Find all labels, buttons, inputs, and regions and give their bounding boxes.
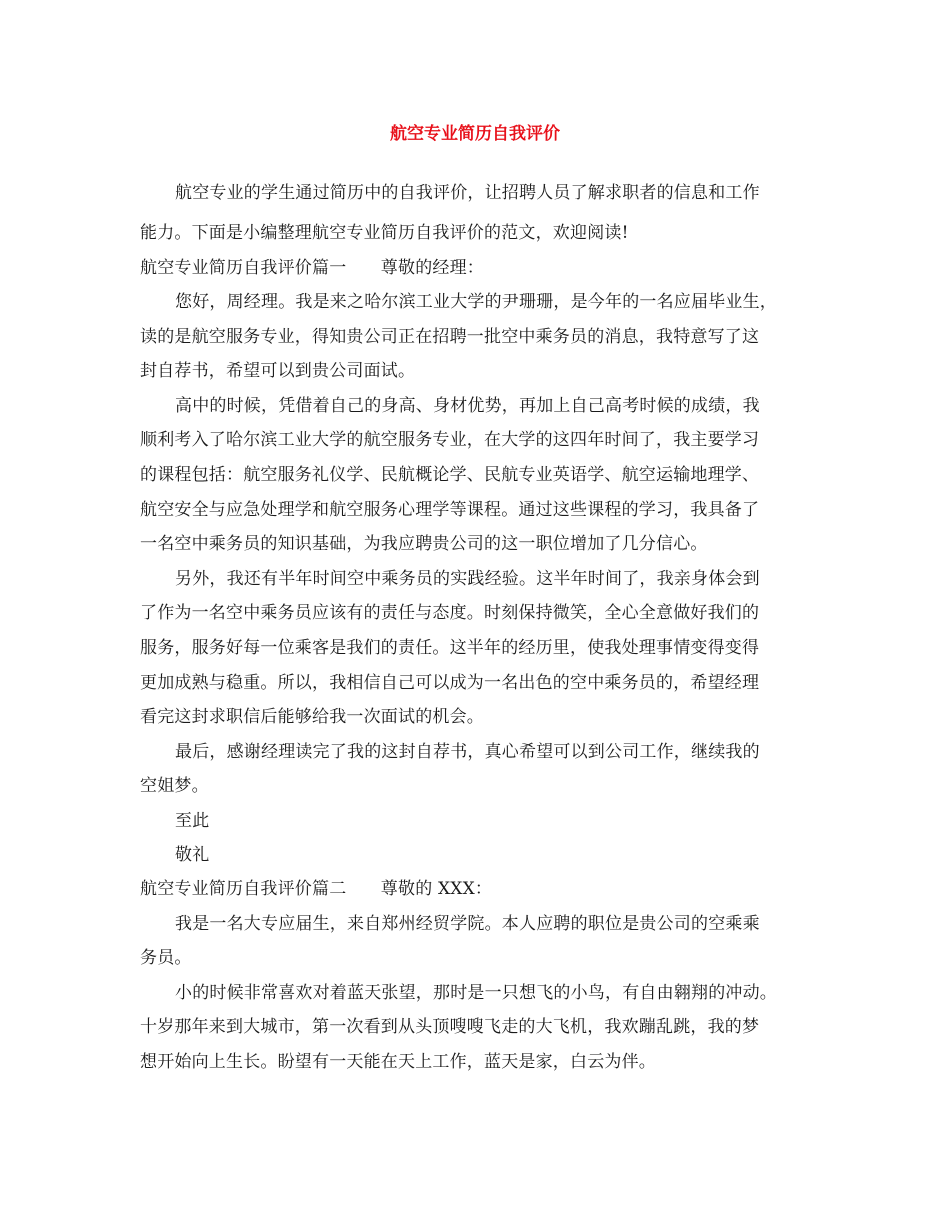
section-heading: 航空专业简历自我评价篇一 尊敬的经理： [140,258,484,278]
closing-line: 敬礼 [175,845,210,865]
paragraph-line: 一名空中乘务员的知识基础，为我应聘贵公司的这一职位增加了几分信心。 [140,534,708,554]
paragraph-line: 的课程包括：航空服务礼仪学、民航概论学、民航专业英语学、航空运输地理学、 [140,465,760,485]
paragraph-line: 另外，我还有半年时间空中乘务员的实践经验。这半年时间了，我亲身体会到 [175,569,760,589]
paragraph-line: 小的时候非常喜欢对着蓝天张望，那时是一只想飞的小鸟，有自由翱翔的冲动。 [175,983,777,1003]
section-heading: 航空专业简历自我评价篇二 尊敬的 XXX： [140,879,493,899]
paragraph-line: 封自荐书，希望可以到贵公司面试。 [140,361,416,381]
paragraph-line: 航空安全与应急处理学和航空服务心理学等课程。通过这些课程的学习，我具备了 [140,500,760,520]
paragraph-line: 了作为一名空中乘务员应该有的责任与态度。时刻保持微笑，全心全意做好我们的 [140,603,760,623]
paragraph-line: 服务，服务好每一位乘客是我们的责任。这半年的经历里，使我处理事情变得变得 [140,638,760,658]
paragraph-line: 能力。下面是小编整理航空专业简历自我评价的范文，欢迎阅读! [140,223,629,243]
document-title: 航空专业简历自我评价 [390,124,560,144]
paragraph-line: 顺利考入了哈尔滨工业大学的航空服务专业，在大学的这四年时间了，我主要学习 [140,430,760,450]
paragraph-line: 高中的时候，凭借着自己的身高、身材优势，再加上自己高考时候的成绩，我 [175,396,760,416]
paragraph-line: 看完这封求职信后能够给我一次面试的机会。 [140,707,484,727]
paragraph-line: 十岁那年来到大城市，第一次看到从头顶嗖嗖飞走的大飞机，我欢蹦乱跳，我的梦 [140,1017,760,1037]
paragraph-line: 想开始向上生长。盼望有一天能在天上工作，蓝天是家，白云为伴。 [140,1052,656,1072]
paragraph-line: 读的是航空服务专业，得知贵公司正在招聘一批空中乘务员的消息，我特意写了这 [140,327,760,347]
paragraph-line: 务员。 [140,948,192,968]
paragraph-line: 我是一名大专应届生，来自郑州经贸学院。本人应聘的职位是贵公司的空乘乘 [175,914,760,934]
paragraph-line: 更加成熟与稳重。所以，我相信自己可以成为一名出色的空中乘务员的，希望经理 [140,673,760,693]
paragraph-line: 您好，周经理。我是来之哈尔滨工业大学的尹珊珊，是今年的一名应届毕业生， [175,292,777,312]
paragraph-line: 航空专业的学生通过简历中的自我评价，让招聘人员了解求职者的信息和工作 [175,183,760,203]
paragraph-line: 空姐梦。 [140,776,209,796]
closing-line: 至此 [175,811,210,831]
paragraph-line: 最后，感谢经理读完了我的这封自荐书，真心希望可以到公司工作，继续我的 [175,742,760,762]
